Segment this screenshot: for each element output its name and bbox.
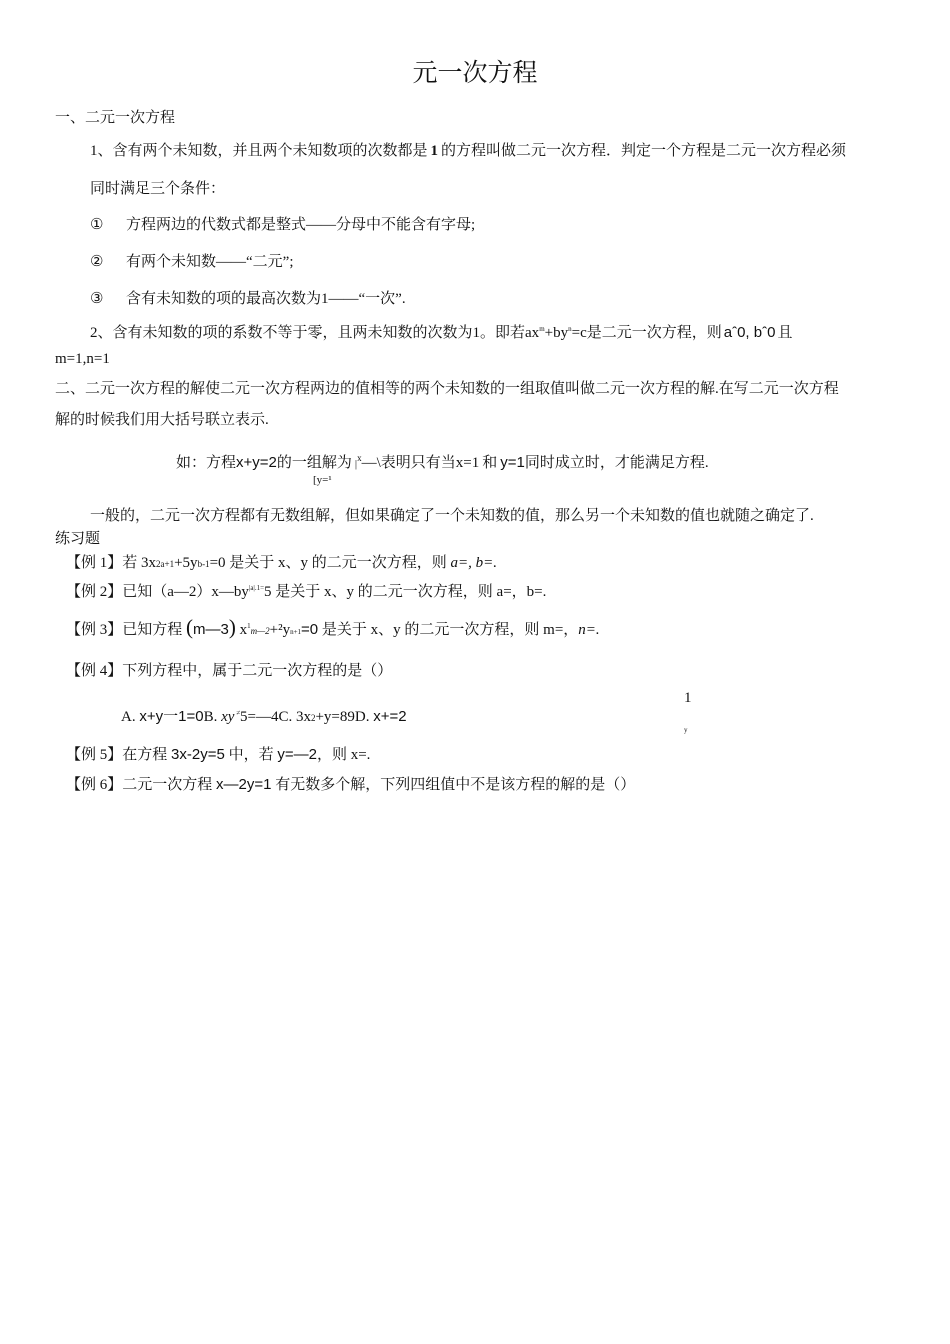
option-b-label: B. [203,709,222,725]
exponent-m: m [539,325,545,333]
ex6-text: 有无数多个解，下列四组值中不是该方程的解的是（） [271,777,636,793]
ex3-paren-open: ( [186,615,194,639]
ex3-text: 是关于 x、y 的二元一次方程，则 m=， [318,622,579,638]
condition-text: 方程两边的代数式都是整式——分母中不能含有字母; [126,217,476,233]
rule-text: =c是二元一次方程，则 [571,325,722,341]
condition-3 [90,290,406,308]
definition-line1 [90,142,846,160]
option-d-equation: x+=2 [373,708,407,725]
page-title: 元一次方程 [412,58,538,87]
ex5-text: 【例 5】在方程 [66,747,172,763]
ex2-exponent: |a|.1= [248,584,265,592]
option-b-c-text: 5=—4C. 3x [240,709,311,725]
ex6-text: 【例 6】二元一次方程 [66,777,217,793]
ex5-equation: 3x-2y=5 [171,746,225,763]
ex3-subscript: m—2 [250,626,270,636]
general-statement: 一般的，二元一次方程都有无数组解，但如果确定了一个未知数的值，那么另一个未知数的值也就随之确定了. [90,508,814,524]
definition-number: 1 [430,143,439,159]
condition-mark: ① [90,217,104,233]
definition-line2: 同时满足三个条件： [90,181,226,197]
condition-1 [90,216,475,234]
fraction-numerator: 1 [684,690,692,706]
equation-ax: ax [525,325,540,341]
example-text: 和 [482,455,498,471]
condition-mark: ③ [90,291,104,307]
option-b-xy: xy [221,709,235,725]
ex3-answer-blank: n=. [578,622,600,638]
example-text: 的一组解为 [276,455,352,471]
practice-heading: 练习题 [55,531,101,547]
ex1-answer-blanks: a=, b=. [450,555,498,571]
ex3-text: 【例 3】已知方程 [66,622,187,638]
example-4-question: 【例 4】下列方程中，属于二元一次方程的是（） [66,663,393,679]
ex1-subscript: b-1 [197,559,210,569]
example-text: 如：方程 [176,455,237,471]
example-1 [66,554,497,572]
ex5-y-value: y=—2 [277,746,317,763]
coefficient-condition: aˆ0, bˆ0 [723,324,776,341]
example-2 [66,583,546,601]
ex1-subscript: 2a+1 [156,559,175,569]
example-6 [66,776,635,794]
example-equation: x+y=2 [236,454,277,471]
example-text: —\表明只有当 [361,455,456,471]
option-c-d-text: +y=89D. [315,709,374,725]
equation-by: +by [544,325,569,341]
ex3-text: +²y [269,622,291,638]
fraction-denominator: y [684,726,688,734]
ex6-equation: x—2y=1 [216,776,272,793]
section2-line1: 二、二元一次方程的解使二元一次方程两边的值相等的两个未知数的一组取值叫做二元一次方程的解.在写二元一次方程 [55,381,839,397]
example-text: 同时成立时，才能满足方程. [524,455,709,471]
example-y-value: y=1 [500,454,525,471]
ex3-equals-zero: =0 [301,621,319,638]
ex1-text: 【例 1】若 3x [66,555,157,571]
condition-2 [90,253,293,271]
example-5 [66,746,370,764]
option-a-equation: x+y一1=0 [139,708,204,725]
definition-text-a: 1、含有两个未知数，并且两个未知数项的次数都是 [90,143,428,159]
example-x-value: x=1 [455,455,480,471]
example-3 [66,615,600,640]
ex2-text: 5 是关于 x、y 的二元一次方程，则 a=，b=. [264,584,547,600]
solution-example [176,453,709,472]
brace-y-row: [y=¹ [313,474,332,486]
rule-text: 且 [777,325,793,341]
ex3-subscript: n+1 [290,628,302,636]
condition-text: 含有未知数的项的最高次数为1——“一次”. [126,291,406,307]
brace-mark: | [354,458,358,470]
option-c-exponent: 2 [310,713,316,723]
section2-line2: 解的时候我们用大括号联立表示. [55,412,269,428]
brace-x: x [357,453,362,463]
ex3-text: x [235,622,248,638]
ex5-text: 中，若 [224,747,278,763]
ex1-text: +5y [174,555,198,571]
definition-text-c: 的方程叫做二元一次方程．判定一个方程是二元一次方程必须 [441,143,847,159]
ex5-text: ，则 x=. [316,747,371,763]
coefficient-rule-line2: m=1,n=1 [55,351,110,367]
ex1-text: =0 是关于 x、y 的二元一次方程，则 [209,555,451,571]
option-a-label: A. [121,709,140,725]
condition-mark: ② [90,254,104,270]
ex3-coefficient: m—3 [193,621,229,638]
ex3-exponent: 1 [247,622,251,630]
coefficient-rule [90,324,792,342]
rule-text: 2、含有未知数的项的系数不等于零，且两未知数的次数为1。即若 [90,325,526,341]
exponent-n: n [568,325,572,333]
section1-heading: 一、二元一次方程 [55,110,176,126]
example-4-options [121,708,407,726]
ex2-text: 【例 2】已知（a—2）x—by [66,584,249,600]
ex3-paren-close: ) [228,615,236,639]
option-b-mark: ≠ [234,709,240,717]
condition-text: 有两个未知数——“二元”; [126,254,294,270]
